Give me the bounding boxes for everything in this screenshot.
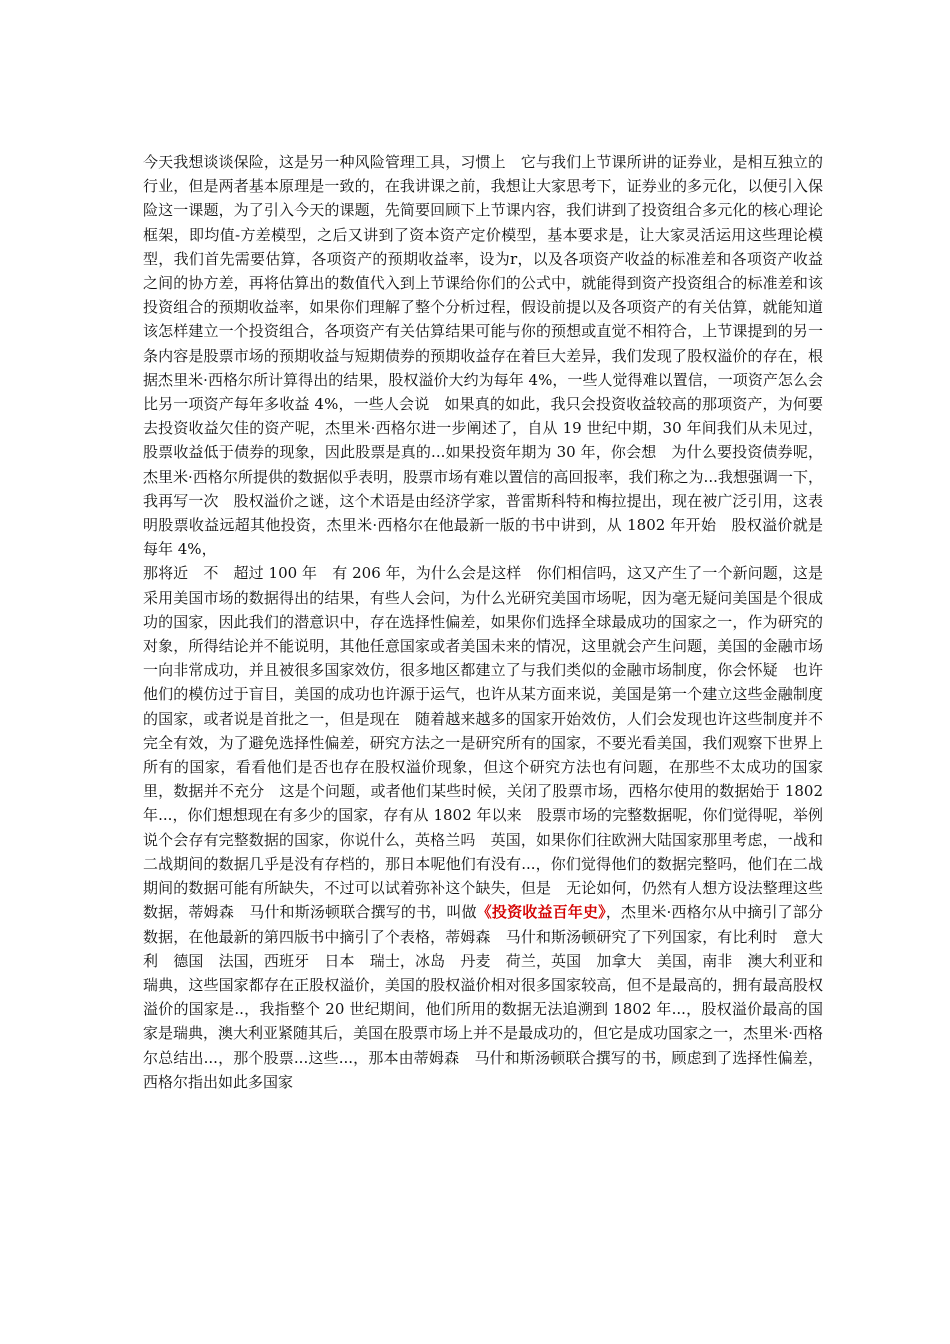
paragraph-text: ，杰里米·西格尔从中摘引了部分数据，在他最新的第四版书中摘引了个表格，蒂姆森 马什和斯汤顿研究了下列国家，有比利时 意大利 德国 法国，西班牙 日本 瑞士，冰岛 丹麦 荷兰，英国 加拿大 美国，南非 澳大利亚和瑞典，这些国家都存在正股权溢价，美国的股权溢价相对很多国家较高，但不是最高的，拥有最高股权溢价的国家是..，我指整个 20 世纪期间，他们所用的数据无法追溯到 1802 年...，股权溢价最高的国家是瑞典，澳大利亚紧随其后，美国在股票市场上并不是最成功的，但它是成功国家之一，杰里米·西格尔总结出...，那个股票...这些...，那本由蒂姆森 马什和斯汤顿联合撰写的书，顾虑到了选择性偏差，西格尔指出如此多国家 [143, 903, 823, 1091]
paragraph [143, 150, 823, 561]
paragraph-text: 今天我想谈谈保险，这是另一种风险管理工具，习惯上 它与我们上节课所讲的证券业，是相互独立的行业，但是两者基本原理是一致的，在我讲课之前，我想让大家思考下，证券业的多元化，以便引入保险这一课题，为了引入今天的课题，先简要回顾下上节课内容，我们讲到了投资组合多元化的核心理论框架，即均值-方差模型，之后又讲到了资本资产定价模型，基本要求是，让大家灵活运用这些理论模型，我们首先需要估算，各项资产的预期收益率，设为r，以及各项资产收益的标准差和各项资产收益之间的协方差，再将估算出的数值代入到上节课给你们的公式中，就能得到资产投资组合的标准差和该投资组合的预期收益率，如果你们理解了整个分析过程，假设前提以及各项资产的有关估算，就能知道该怎样建立一个投资组合，各项资产有关估算结果可能与你的预想或直觉不相符合，上节课提到的另一条内容是股票市场的预期收益与短期债券的预期收益存在着巨大差异，我们发现了股权溢价的存在，根据杰里米·西格尔所计算得出的结果，股权溢价大约为每年 4%，一些人觉得难以置信，一项资产怎么会比另一项资产每年多收益 4%，一些人会说 如果真的如此，我只会投资收益较高的那项资产，为何要去投资收益欠佳的资产呢，杰里米·西格尔进一步阐述了，自从 19 世纪中期，30 年间我们从未见过，股票收益低于债券的现象，因此股票是真的...如果投资年期为 30 年，你会想 为什么要投资债券呢，杰里米·西格尔所提供的数据似乎表明，股票市场有难以置信的高回报率，我们称之为...我想强调一下，我再写一次 股权溢价之谜，这个术语是由经济学家，普雷斯科特和梅拉提出，现在被广泛引用，这表明股票收益远超其他投资，杰里米·西格尔在他最新一版的书中讲到，从 1802 年开始 股权溢价就是每年 4%， [143, 153, 823, 559]
document-body [143, 150, 823, 1094]
paragraph [143, 561, 823, 1093]
paragraph-text: 那将近 不 超过 100 年 有 206 年，为什么会是这样 你们相信吗，这又产生了一个新问题，这是采用美国市场的数据得出的结果，有些人会问，为什么光研究美国市场呢，因为毫无疑问美国是个很成功的国家，因此我们的潜意识中，存在选择性偏差，如果你们选择全球最成功的国家之一，作为研究的对象，所得结论并不能说明，其他任意国家或者美国未来的情况，这里就会产生问题，美国的金融市场一向非常成功，并且被很多国家效仿，很多地区都建立了与我们类似的金融市场制度，你会怀疑 也许他们的模仿过于盲目，美国的成功也许源于运气，也许从某方面来说，美国是第一个建立这些金融制度的国家，或者说是首批之一，但是现在 随着越来越多的国家开始效仿，人们会发现也许这些制度并不完全有效，为了避免选择性偏差，研究方法之一是研究所有的国家，不要光看美国，我们观察下世界上所有的国家，看看他们是否也存在股权溢价现象，但这个研究方法也有问题，在那些不太成功的国家里，数据并不充分 这是个问题，或者他们某些时候，关闭了股票市场，西格尔使用的数据始于 1802 年...，你们想想现在有多少的国家，存有从 1802 年以来 股票市场的完整数据呢，你们觉得呢，举例说个会存有完整数据的国家，你说什么，英格兰吗 英国，如果你们往欧洲大陆国家那里考虑，一战和二战期间的数据几乎是没有存档的，那日本呢他们有没有...，你们觉得他们的数据完整吗，他们在二战期间的数据可能有所缺失，不过可以试着弥补这个缺失，但是 无论如何，仍然有人想方设法整理这些数据，蒂姆森 马什和斯汤顿联合撰写的书，叫做 [143, 564, 823, 922]
book-title-highlight: 《投资收益百年史》 [476, 903, 606, 922]
